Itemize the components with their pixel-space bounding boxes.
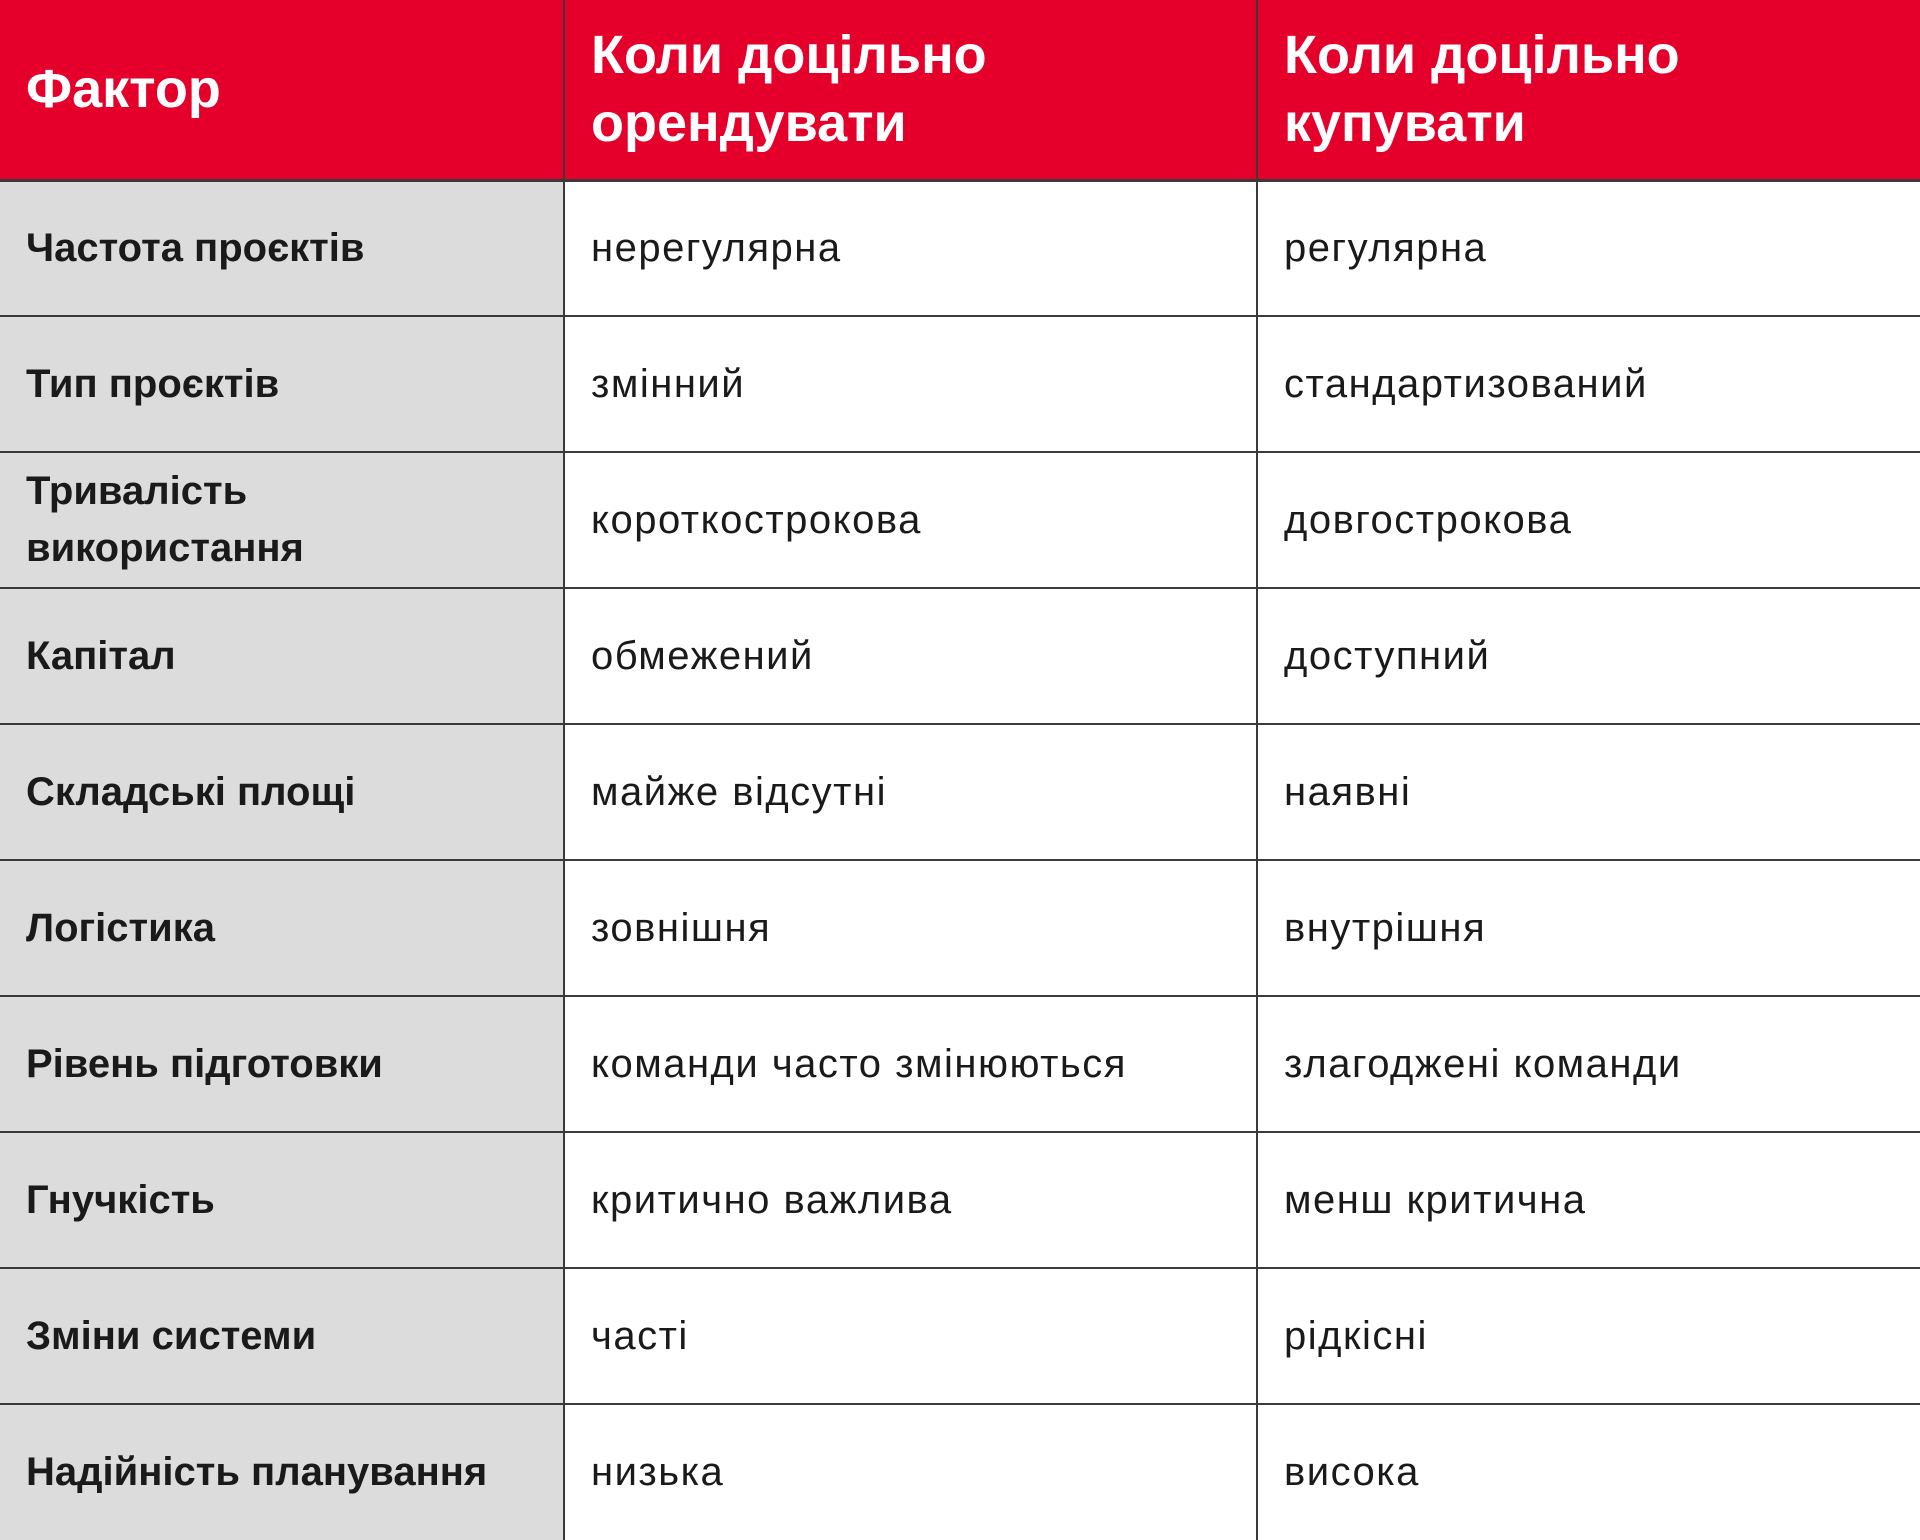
factor-cell — [0, 1404, 564, 1540]
table-row — [0, 860, 1920, 996]
buy-cell: злагоджені команди — [1257, 996, 1920, 1132]
header-buy-line-1: Коли доцільно — [1284, 25, 1680, 86]
factor-label: Рівень підготовки — [26, 1041, 383, 1086]
factor-cell — [0, 316, 564, 452]
header-row — [0, 0, 1920, 180]
table-row — [0, 452, 1920, 588]
factor-label: Капітал — [26, 633, 176, 678]
header-rent-line-1: Коли доцільно — [591, 25, 987, 86]
factor-label-line-1: Тривалість — [26, 469, 248, 513]
factor-cell — [0, 996, 564, 1132]
table-body — [0, 180, 1920, 1540]
factor-label: Логістика — [26, 905, 215, 950]
factor-label: Складські площі — [26, 769, 356, 814]
table-row — [0, 1268, 1920, 1404]
rent-cell: часті — [564, 1268, 1257, 1404]
buy-cell: рідкісні — [1257, 1268, 1920, 1404]
factor-cell — [0, 452, 564, 588]
buy-cell: регулярна — [1257, 180, 1920, 316]
buy-cell: довгострокова — [1257, 452, 1920, 588]
factor-label: Надійність планування — [26, 1450, 488, 1494]
table-row — [0, 1404, 1920, 1540]
table-row — [0, 316, 1920, 452]
header-buy-line-2: купувати — [1284, 93, 1526, 154]
rent-cell: змінний — [564, 316, 1257, 452]
buy-cell: внутрішня — [1257, 860, 1920, 996]
rent-cell: критично важлива — [564, 1132, 1257, 1268]
header-factor — [0, 0, 564, 180]
buy-cell: доступний — [1257, 588, 1920, 724]
factor-cell — [0, 180, 564, 316]
table-header — [0, 0, 1920, 180]
buy-cell: менш критична — [1257, 1132, 1920, 1268]
factor-label-line-2: використання — [26, 526, 304, 570]
table-row — [0, 180, 1920, 316]
header-factor-label: Фактор — [26, 59, 221, 120]
buy-cell: стандартизований — [1257, 316, 1920, 452]
table-row — [0, 724, 1920, 860]
factor-label: Тип проєктів — [26, 361, 280, 406]
buy-cell: наявні — [1257, 724, 1920, 860]
rent-cell: зовнішня — [564, 860, 1257, 996]
factor-label: Зміни системи — [26, 1313, 317, 1358]
factor-cell — [0, 860, 564, 996]
buy-cell: висока — [1257, 1404, 1920, 1540]
factor-cell — [0, 588, 564, 724]
factor-label: Гнучкість — [26, 1177, 215, 1222]
factor-label: Частота проєктів — [26, 225, 365, 270]
header-rent — [564, 0, 1257, 180]
factor-cell — [0, 1268, 564, 1404]
rent-cell: майже відсутні — [564, 724, 1257, 860]
rent-cell: нерегулярна — [564, 180, 1257, 316]
header-rent-line-2: орендувати — [591, 93, 907, 154]
table-row — [0, 1132, 1920, 1268]
table-row — [0, 588, 1920, 724]
factor-cell — [0, 1132, 564, 1268]
rent-cell: обмежений — [564, 588, 1257, 724]
rent-cell: короткострокова — [564, 452, 1257, 588]
table-row — [0, 996, 1920, 1132]
factor-cell — [0, 724, 564, 860]
rent-cell: команди часто змінюються — [564, 996, 1257, 1132]
rent-cell: низька — [564, 1404, 1257, 1540]
header-buy — [1257, 0, 1920, 180]
